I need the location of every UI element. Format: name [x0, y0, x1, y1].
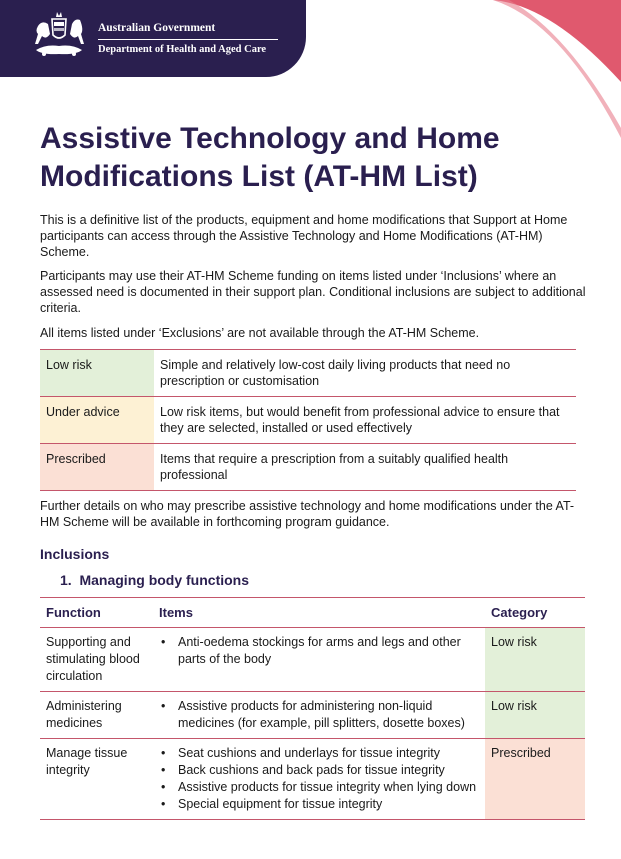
- risk-label: Low risk: [40, 350, 154, 397]
- list-item: • Special equipment for tissue integrity: [159, 796, 479, 813]
- risk-row-under-advice: [40, 397, 576, 444]
- intro-paragraph-1: This is a definitive list of the products, equipment and home modifications that Support at Home participants can access through the Assistive Technology and Home Modifications (AT-HM) Scheme.: [40, 213, 568, 259]
- risk-row-low: [40, 350, 576, 397]
- column-header-function: Function: [40, 598, 153, 628]
- decorative-swoosh: [481, 0, 621, 140]
- risk-label: Under advice: [40, 397, 154, 444]
- department-name: Department of Health and Aged Care: [98, 44, 267, 55]
- items-cell: [153, 692, 485, 739]
- function-cell: Supporting and stimulating blood circulation: [40, 628, 153, 692]
- risk-description: Simple and relatively low-cost daily living products that need no prescription or customisation: [154, 350, 576, 397]
- risk-description: Items that require a prescription from a suitably qualified health professional: [154, 444, 576, 491]
- section-heading: [60, 572, 249, 588]
- table-row: [40, 628, 585, 692]
- government-header: [0, 0, 306, 77]
- table-row: [40, 692, 585, 739]
- list-item: • Back cushions and back pads for tissue integrity: [159, 762, 479, 779]
- inclusions-heading: Inclusions: [40, 546, 110, 562]
- list-item: • Seat cushions and underlays for tissue integrity: [159, 745, 479, 762]
- category-cell: Prescribed: [485, 739, 585, 820]
- list-item: • Assistive products for administering non-liquid medicines (for example, pill splitters, dosette boxes): [159, 698, 479, 732]
- risk-level-table: [40, 349, 576, 491]
- function-cell: Manage tissue integrity: [40, 739, 153, 820]
- coat-of-arms-icon: [30, 10, 88, 62]
- list-item: • Anti-oedema stockings for arms and legs and other parts of the body: [159, 634, 479, 668]
- table-header-row: [40, 598, 585, 628]
- section-number: 1.: [60, 572, 72, 588]
- function-cell: Administering medicines: [40, 692, 153, 739]
- intro-paragraph-3: All items listed under ‘Exclusions’ are not available through the AT-HM Scheme.: [40, 326, 480, 340]
- risk-row-prescribed: [40, 444, 576, 491]
- further-details-paragraph: Further details on who may prescribe assistive technology and home modifications under the AT-HM Scheme will be available in forthcoming program guidance.: [40, 499, 575, 529]
- page-title: Assistive Technology and Home Modifications List (AT-HM List): [40, 122, 500, 193]
- header-divider: [98, 39, 278, 40]
- intro-paragraph-2: Participants may use their AT-HM Scheme funding on items listed under ‘Inclusions’ where an assessed need is documented in their support plan. Conditional inclusions are subject to additional criteria.: [40, 269, 586, 315]
- items-cell: [153, 628, 485, 692]
- inclusions-table: [40, 597, 585, 820]
- list-item: • Assistive products for tissue integrity when lying down: [159, 779, 479, 796]
- items-cell: [153, 739, 485, 820]
- column-header-items: Items: [153, 598, 485, 628]
- government-name: Australian Government: [98, 22, 216, 34]
- category-cell: Low risk: [485, 692, 585, 739]
- table-row: [40, 739, 585, 820]
- category-cell: Low risk: [485, 628, 585, 692]
- risk-label: Prescribed: [40, 444, 154, 491]
- risk-description: Low risk items, but would benefit from professional advice to ensure that they are selected, installed or used effectively: [154, 397, 576, 444]
- column-header-category: Category: [485, 598, 585, 628]
- section-title: Managing body functions: [79, 572, 250, 588]
